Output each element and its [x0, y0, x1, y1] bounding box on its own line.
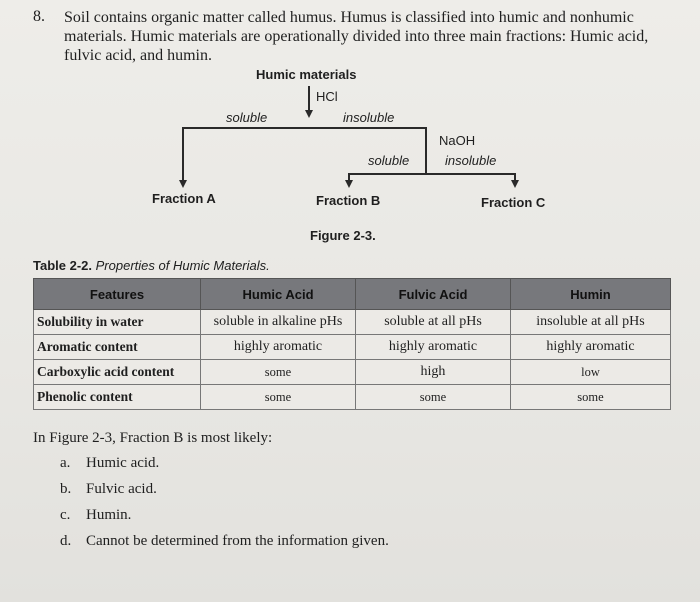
option-a[interactable]: [60, 455, 159, 472]
table-header-row: [34, 279, 671, 310]
fraction-b-arrow: [345, 180, 353, 188]
fraction-c-label: Fraction C: [481, 195, 546, 210]
option-b[interactable]: [60, 481, 157, 498]
option-text: Cannot be determined from the information given.: [86, 533, 389, 549]
option-letter: d.: [60, 533, 72, 549]
question-number: 8.: [33, 8, 45, 25]
option-text: Humin.: [86, 507, 132, 523]
header-features: Features: [34, 279, 201, 310]
fraction-b-label: Fraction B: [316, 193, 381, 208]
option-d[interactable]: [60, 533, 389, 550]
question-prompt: In Figure 2-3, Fraction B is most likely:: [33, 430, 273, 446]
root-arrow: [305, 110, 313, 118]
option-letter: c.: [60, 507, 71, 523]
table-cell: Solubility in water: [34, 310, 201, 335]
branch-line-2: [349, 173, 515, 175]
header-humic-acid: Humic Acid: [201, 279, 356, 310]
table-row: [34, 310, 671, 335]
table-cell: high: [356, 360, 511, 385]
question-text: Soil contains organic matter called humus. Humus is classified into humic and nonhumic materials. Humic materials are operationally divided into three main fractions: Humic acid, fulvic acid, and humin.: [64, 9, 649, 64]
table-row: [34, 360, 671, 385]
table-cell: some: [201, 385, 356, 410]
fraction-c-arrow: [511, 180, 519, 188]
soluble-label-2: soluble: [368, 153, 410, 168]
insoluble-stem-line: [425, 127, 427, 175]
table-cell: Phenolic content: [34, 385, 201, 410]
table-row: [34, 335, 671, 360]
table-cell: highly aromatic: [201, 335, 356, 360]
option-c[interactable]: [60, 507, 131, 524]
diagram-root-label: Humic materials: [256, 67, 357, 82]
option-letter: a.: [60, 455, 71, 471]
reagent-hcl: HCl: [316, 89, 338, 104]
table-caption: [33, 258, 270, 273]
reagent-naoh: NaOH: [439, 133, 476, 148]
branch-line-1: [183, 127, 426, 129]
figure-caption: Figure 2-3.: [310, 228, 376, 243]
table-row: [34, 385, 671, 410]
table-caption-number: Table 2-2.: [33, 258, 93, 273]
soluble-label-1: soluble: [226, 110, 268, 125]
fraction-a-arrow: [179, 180, 187, 188]
table-caption-text: Properties of Humic Materials.: [95, 258, 270, 273]
root-stem-line: [308, 86, 310, 110]
option-text: Humic acid.: [86, 455, 160, 471]
fraction-a-stem: [182, 127, 184, 182]
option-letter: b.: [60, 481, 72, 497]
table-cell: some: [201, 360, 356, 385]
table-cell: some: [511, 385, 671, 410]
table-cell: soluble at all pHs: [356, 310, 511, 335]
header-humin: Humin: [511, 279, 671, 310]
insoluble-label-1: insoluble: [343, 110, 395, 125]
insoluble-label-2: insoluble: [445, 153, 497, 168]
header-fulvic-acid: Fulvic Acid: [356, 279, 511, 310]
table-cell: highly aromatic: [356, 335, 511, 360]
option-text: Fulvic acid.: [86, 481, 157, 497]
table-cell: highly aromatic: [511, 335, 671, 360]
table-cell: low: [511, 360, 671, 385]
properties-table: [33, 278, 671, 410]
table-cell: Carboxylic acid content: [34, 360, 201, 385]
table-cell: some: [356, 385, 511, 410]
fraction-a-label: Fraction A: [152, 191, 216, 206]
table-cell: insoluble at all pHs: [511, 310, 671, 335]
table-cell: Aromatic content: [34, 335, 201, 360]
table-cell: soluble in alkaline pHs: [201, 310, 356, 335]
